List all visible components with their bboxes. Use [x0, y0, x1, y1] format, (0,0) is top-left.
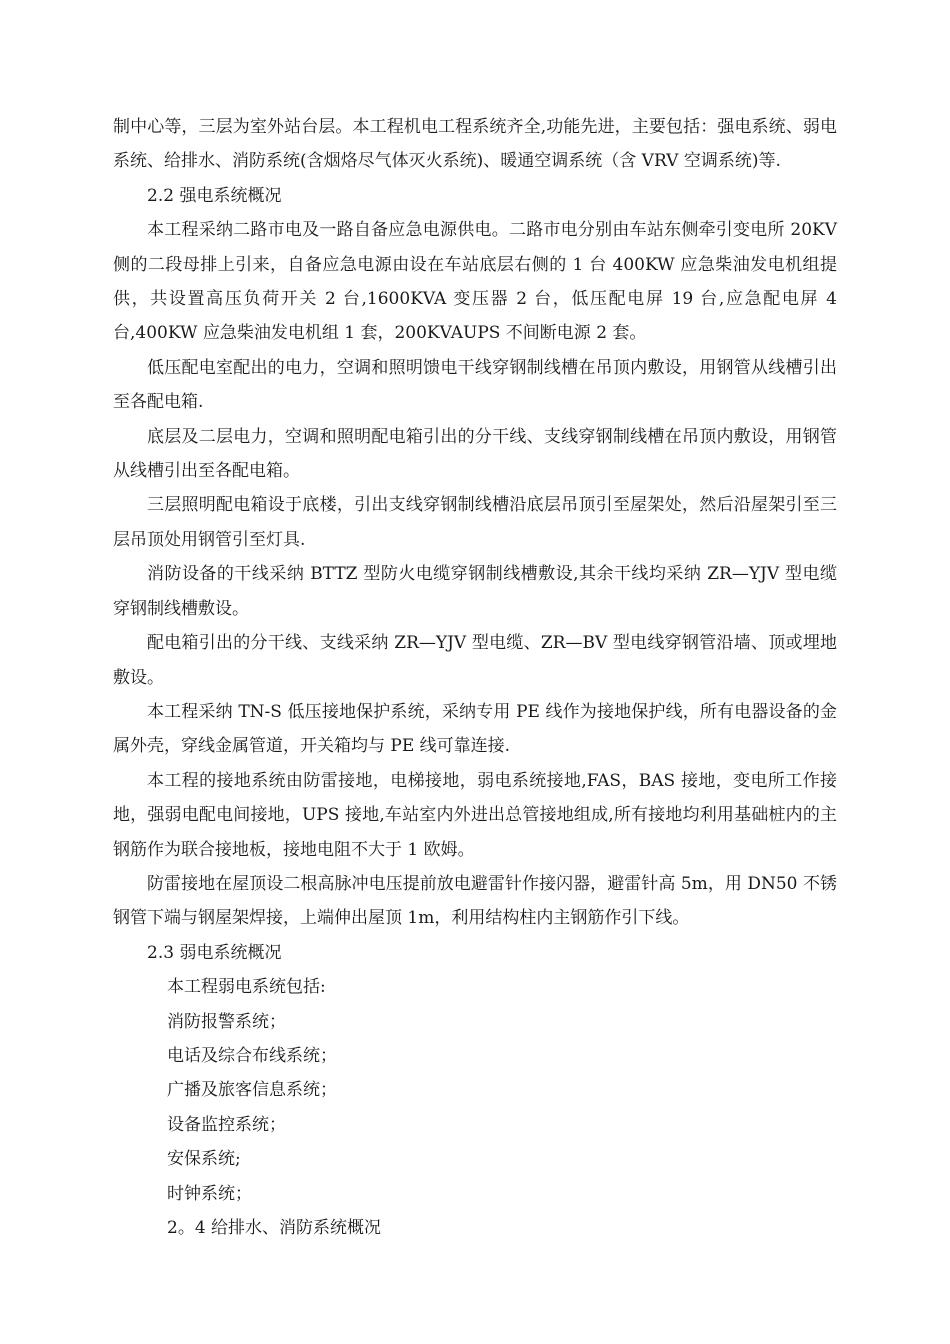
paragraph-grounding-system: 本工程的接地系统由防雷接地，电梯接地，弱电系统接地,FAS，BAS 接地，变电所工作接地，强弱电配电间接地，UPS 接地,车站室内外进出总管接地组成,所有接地均利用基础桩内的主钢筋作为联合接地板，接地电阻不大于 1 欧姆。 [113, 770, 837, 860]
paragraph-weak-current-intro: 本工程弱电系统包括: [167, 977, 326, 998]
list-item-security: 安保系统; [167, 1149, 241, 1170]
paragraph-intro-continued: 制中心等，三层为室外站台层。本工程机电工程系统齐全,功能先进，主要包括：强电系统、弱电系统、给排水、消防系统(含烟烙尽气体灭火系统)、暖通空调系统（含 VRV 空调系统)等. [113, 117, 837, 172]
document-page [113, 110, 837, 1245]
list-item-fire-alarm: 消防报警系统； [167, 1011, 286, 1032]
section-heading-2-2: 2.2 强电系统概况 [147, 185, 282, 206]
section-heading-2-3: 2.3 弱电系统概况 [147, 942, 282, 963]
paragraph-low-voltage-distribution: 低压配电室配出的电力，空调和照明馈电干线穿钢制线槽在吊顶内敷设，用钢管从线槽引出至各配电箱. [113, 357, 837, 413]
paragraph-floor-1-2-wiring: 底层及二层电力，空调和照明配电箱引出的分干线、支线穿钢制线槽在吊顶内敷设，用钢管从线槽引出至各配电箱。 [113, 426, 837, 482]
list-item-equipment-monitoring: 设备监控系统； [167, 1114, 286, 1135]
paragraph-floor-3-lighting: 三层照明配电箱设于底楼，引出支线穿钢制线槽沿底层吊顶引至屋架处，然后沿屋架引至三层吊顶处用钢管引至灯具. [113, 495, 837, 550]
list-item-telephone-cabling: 电话及综合布线系统； [167, 1045, 337, 1066]
section-heading-2-4: 2。4 给排水、消防系统概况 [167, 1218, 382, 1238]
list-item-broadcast-passenger-info: 广播及旅客信息系统； [167, 1080, 337, 1101]
paragraph-fire-equipment-cable: 消防设备的干线采纳 BTTZ 型防火电缆穿钢制线槽敷设,其余干线均采纳 ZR—YJV 型电缆穿钢制线槽敷设。 [113, 564, 837, 619]
paragraph-tn-s-grounding: 本工程采纳 TN-S 低压接地保护系统，采纳专用 PE 线作为接地保护线，所有电器设备的金属外壳，穿线金属管道，开关箱均与 PE 线可靠连接. [113, 701, 837, 757]
list-item-clock: 时钟系统； [167, 1183, 252, 1204]
paragraph-power-supply: 本工程采纳二路市电及一路自备应急电源供电。二路市电分别由车站东侧牵引变电所 20KV 侧的二段母排上引来，自备应急电源由设在车站底层右侧的 1 台 400KW 应急柴油发电机组提供，共设置高压负荷开关 2 台,1600KVA 变压器 2 台，低压配电屏 19 台,应急配电屏 4 台,400KW 应急柴油发电机组 1 套，200KVAUPS 不间断电源 2 套。 [113, 220, 837, 344]
paragraph-lightning-protection: 防雷接地在屋顶设二根高脉冲电压提前放电避雷针作接闪器，避雷针高 5m，用 DN50 不锈钢管下端与钢屋架焊接，上端伸出屋顶 1m，利用结构柱内主钢筋作引下线。 [113, 873, 837, 929]
paragraph-branch-lines: 配电箱引出的分干线、支线采纳 ZR—YJV 型电缆、ZR—BV 型电线穿钢管沿墙、顶或埋地敷设。 [113, 633, 837, 688]
